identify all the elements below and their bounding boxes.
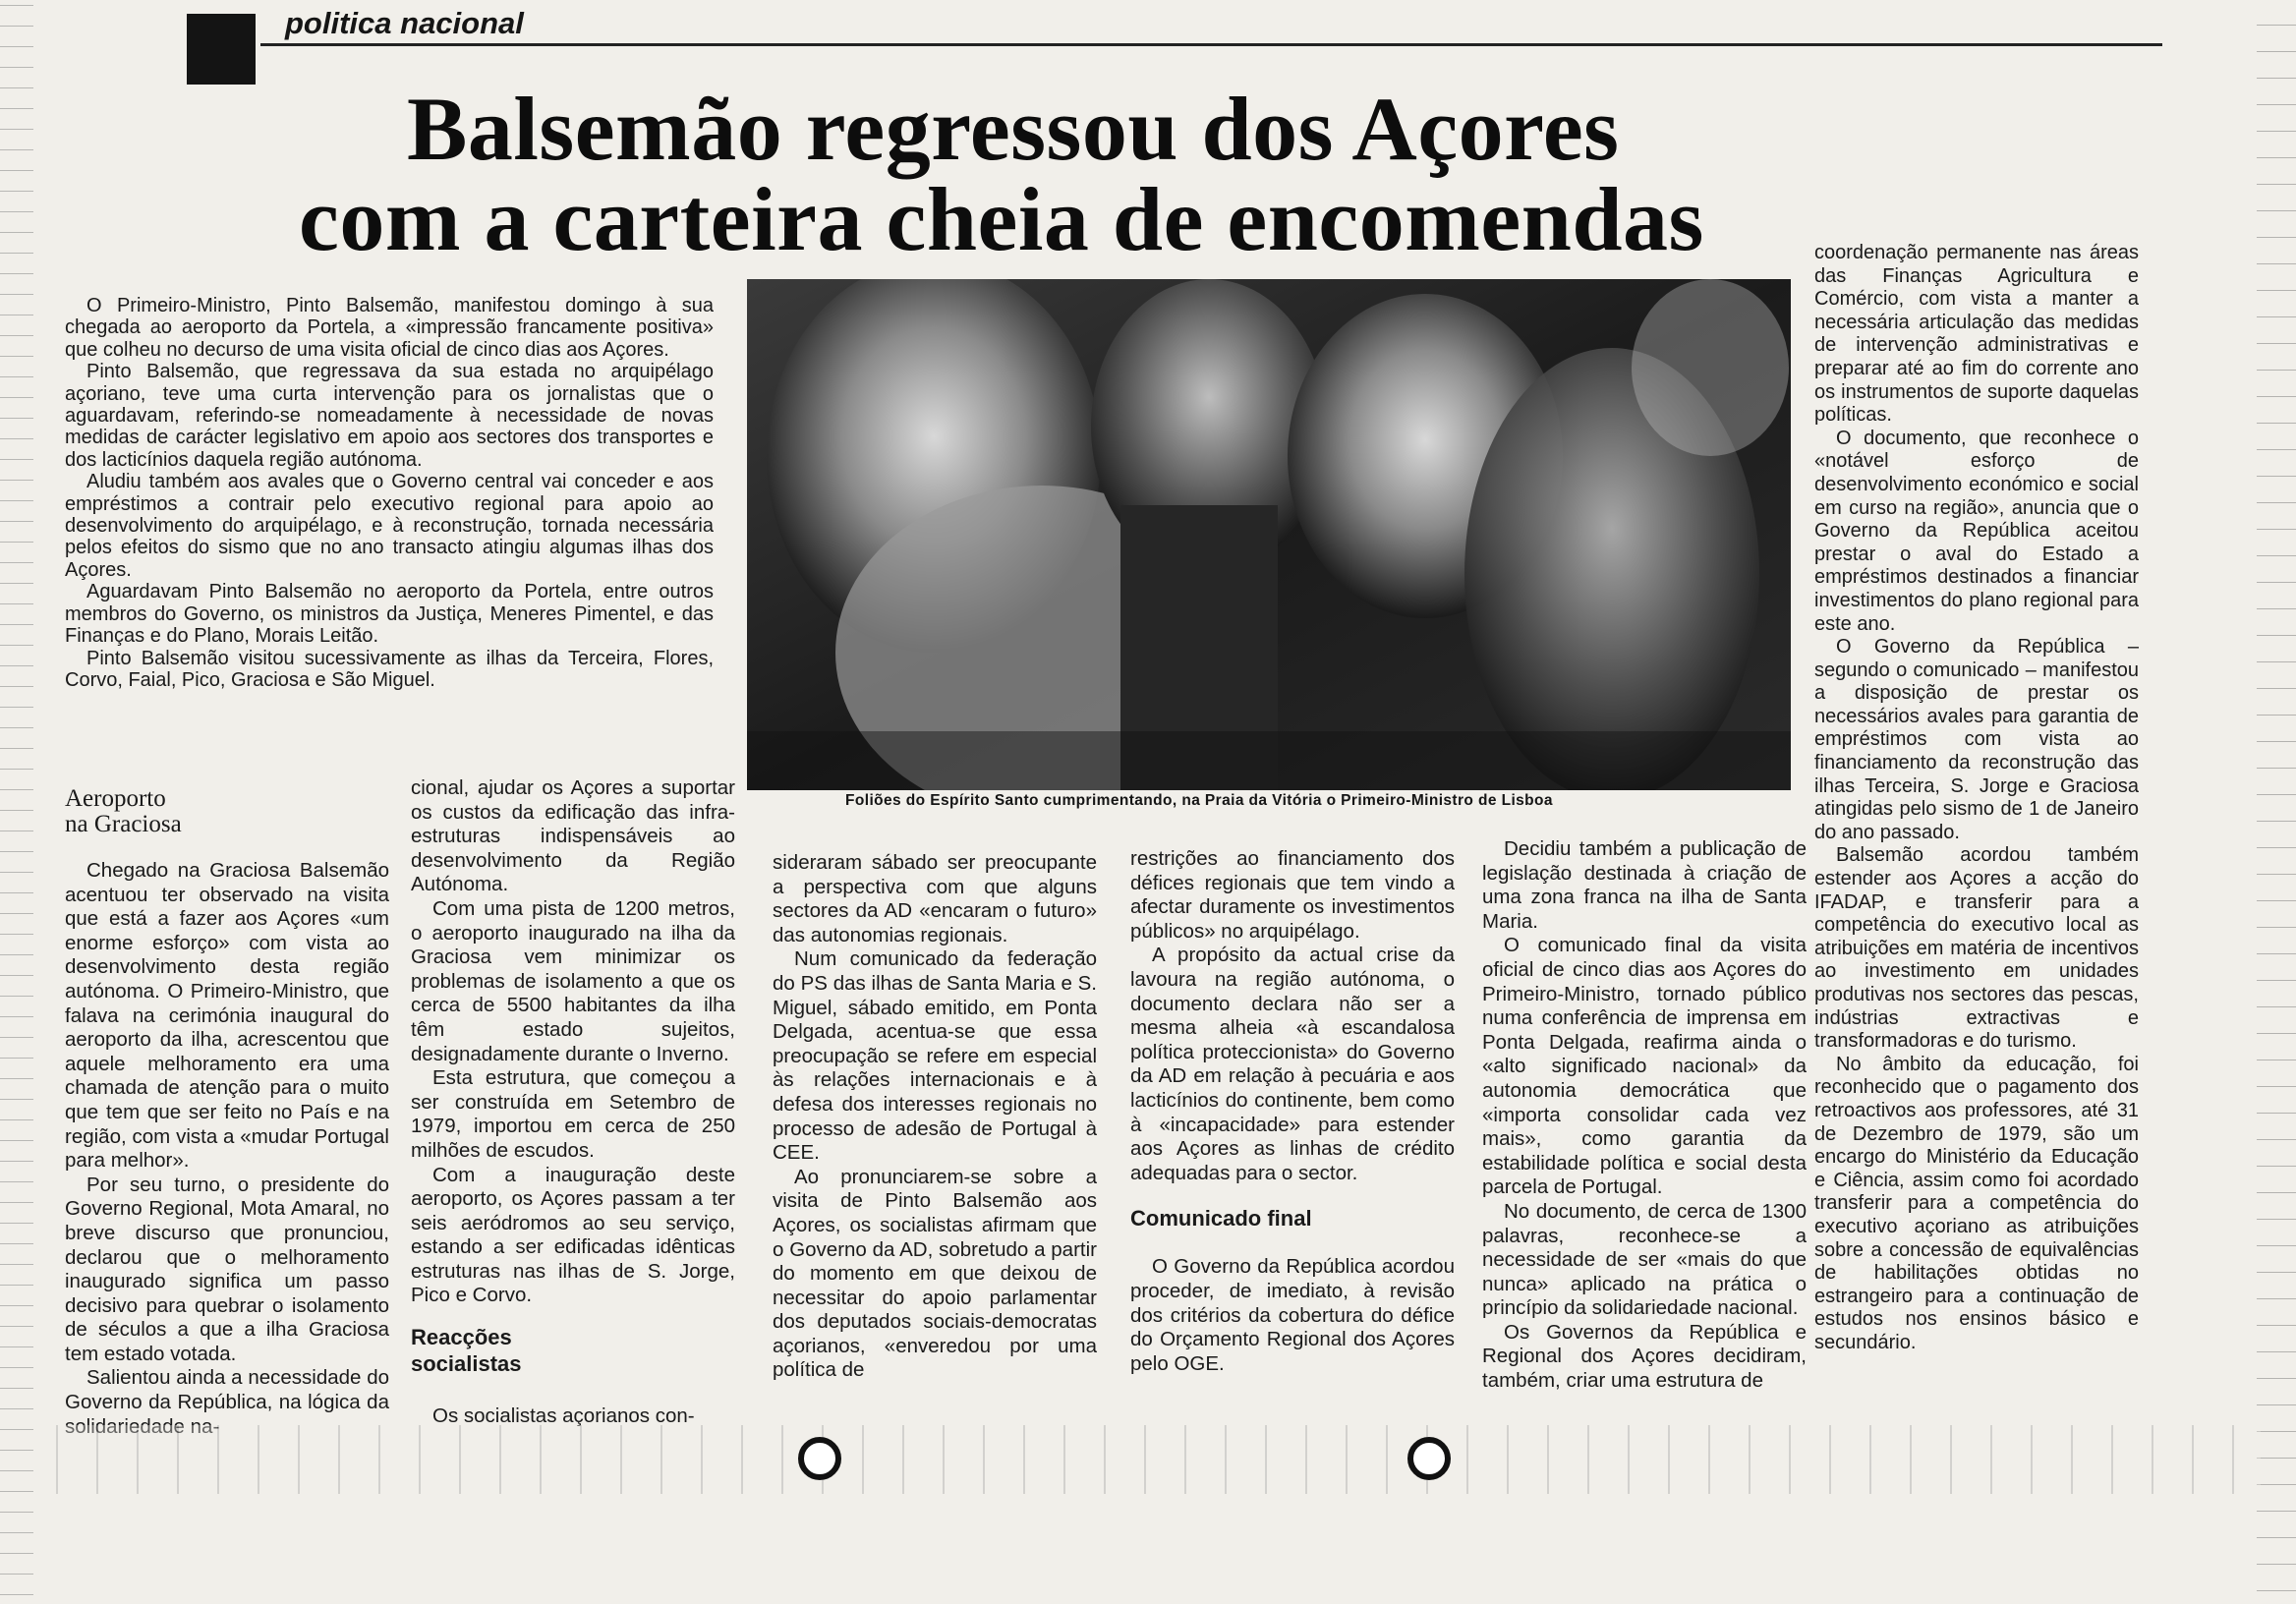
subhead-reaccoes: Reacções xyxy=(411,1325,512,1350)
punch-hole xyxy=(798,1437,841,1480)
left-margin-noise xyxy=(0,0,33,1604)
column-5 xyxy=(1482,837,1807,1394)
intro-paragraph: Pinto Balsemão visitou sucessivamente as ilhas da Terceira, Flores, Corvo, Faial, Pico, Graciosa e São Miguel. xyxy=(65,647,714,691)
column-paragraph: sideraram sábado ser preocupante a perspectiva com que alguns sectores da AD «encaram o futuro» das autonomias regionais. xyxy=(773,851,1097,946)
column-paragraph: Balsemão acordou também estender aos Açores a acção do IFADAP, e transferir para a competência do executivo local as atribuições em matéria de incentivos ao investimento em unidades produtivas nos sectores das pescas, indústrias extractivas e transformadoras e do turismo. xyxy=(1814,844,2139,1053)
section-rule xyxy=(260,43,2162,46)
section-label: politica nacional xyxy=(285,6,524,40)
column-paragraph: A propósito da actual crise da lavoura na região autónoma, o documento declara não ser a mesma alheia «à escandalosa política proteccionista» do Governo da AD em relação à pecuária e aos lacticínios do continente, bem como à «incapacidade» para estender aos Açores as linhas de crédito adequadas para o sector. xyxy=(1130,944,1455,1184)
bottom-scan-noise xyxy=(39,1425,2261,1494)
column-paragraph: Chegado na Graciosa Balsemão acentuou ter observado na visita que está a fazer aos Açores «um enorme esforço» com vista ao desenvolvimento desta região autónoma. O Primeiro-Ministro, que falava na cerimónia inaugural do aeroporto da ilha, acrescentou que aquele melhoramento era uma chamada de atenção para o muito que tem que ser feito no País e na região, com vista a «mudar Portugal para melhor». xyxy=(65,859,389,1173)
photo-image xyxy=(747,279,1791,790)
column-paragraph: O documento, que reconhece o «notável esforço de desenvolvimento económico e social em curso na região», anuncia que o Governo da República aceitou prestar o aval do Estado a empréstimos destinados a financiar investimentos do plano regional para este ano. xyxy=(1814,427,2139,635)
column-paragraph: Os socialistas açorianos con- xyxy=(432,1404,695,1428)
column-paragraph: restrições ao financiamento dos défices regionais que tem vindo a afectar duramente os investimentos públicos» no arquipélago. xyxy=(1130,847,1455,943)
right-margin-noise xyxy=(2257,0,2296,1604)
intro-paragraph: Aludiu também aos avales que o Governo central vai conceder e aos empréstimos a contrair pelo executivo regional para apoio ao desenvolvimento do arquipélago, e à reconstrução, tornada necessária pelos efeitos do sismo que no ano transacto atingiu algumas ilhas dos Açores. xyxy=(65,471,714,581)
column-paragraph: O Governo da República acordou proceder, de imediato, à revisão dos critérios da cobertura do défice do Orçamento Regional dos Açores pelo OGE. xyxy=(1130,1255,1455,1375)
column-paragraph: Num comunicado da federação do PS das ilhas de Santa Maria e S. Miguel, sábado emitido, em Ponta Delgada, acentua-se que essa preocupação se refere em especial às relações internacionais e à defesa dos interesses regionais no processo de adesão de Portugal à CEE. xyxy=(773,947,1097,1165)
news-photograph xyxy=(747,279,1791,790)
column-2 xyxy=(411,776,735,1429)
intro-paragraph: Aguardavam Pinto Balsemão no aeroporto da Portela, entre outros membros do Governo, os ministros da Justiça, Meneres Pimentel, e das Finanças e do Plano, Morais Leitão. xyxy=(65,581,714,648)
intro-text xyxy=(65,295,714,691)
column-3 xyxy=(773,851,1097,1383)
column-paragraph: No âmbito da educação, foi reconhecido que o pagamento dos retroactivos aos professores, até 31 de Dezembro de 1979, são um encargo do Ministério da Educação e Ciência, assim como foi acordado transferir para a competência do executivo açoriano as atribuições sobre a concessão de equivalências de habilitações obtidas no estrangeiro para a continuação de estudos nos ensinos básico e secundário. xyxy=(1814,1053,2139,1353)
column-paragraph: Com a inauguração deste aeroporto, os Açores passam a ter seis aeródromos ao seu serviço, estando a ser edificadas idênticas estruturas nas ilhas de S. Jorge, Pico e Corvo. xyxy=(411,1163,735,1307)
column-4 xyxy=(1130,847,1455,1376)
column-paragraph: Com uma pista de 1200 metros, o aeroporto inaugurado na ilha da Graciosa vem minimizar os problemas de isolamento a que os cerca de 5500 habitantes da ilha têm estado sujeitos, designadamente durante o Inverno. xyxy=(411,896,735,1065)
headline-line-1: Balsemão regressou dos Açores xyxy=(407,79,1620,179)
column-paragraph: coordenação permanente nas áreas das Finanças Agricultura e Comércio, com vista a manter a necessária articulação das medidas de intervenção administrativas e preparar até ao fim do corrente ano os instrumentos de suporte daquelas políticas. xyxy=(1814,242,2139,427)
intro-paragraph: O Primeiro-Ministro, Pinto Balsemão, manifestou domingo à sua chegada ao aeroporto da Portela, a «impressão francamente positiva» que colheu no decurso de uma visita oficial de cinco dias aos Açores. xyxy=(65,295,714,361)
subhead-socialistas: socialistas xyxy=(411,1351,522,1377)
column-6 xyxy=(1814,242,2139,1355)
column-paragraph: O Governo da República – segundo o comunicado – manifestou a disposição de prestar os necessários avales para garantia de empréstimos com vista ao financiamento da reconstrução das ilhas Terceira, S. Jorge e Graciosa atingidas pelo sismo de 1 de Janeiro do ano passado. xyxy=(1814,636,2139,843)
column-paragraph: O comunicado final da visita oficial de cinco dias aos Açores do Primeiro-Ministro, tornado público numa conferência de imprensa em Ponta Delgada, reafirma ainda o «alto significado nacional» da autonomia democrática que «importa consolidar cada vez mais», como garantia da estabilidade política e social desta parcela de Portugal. xyxy=(1482,934,1807,1199)
column-paragraph: cional, ajudar os Açores a suportar os custos da edificação das infra-estruturas indispensáveis ao desenvolvimento da Região Autónoma. xyxy=(411,776,735,896)
subhead-comunicado-final: Comunicado final xyxy=(1130,1206,1312,1232)
punch-hole xyxy=(1407,1437,1451,1480)
subhead-aeroporto: Aeroporto xyxy=(65,785,166,812)
column-paragraph: Por seu turno, o presidente do Governo Regional, Mota Amaral, no breve discurso que pronunciou, declarou que o melhoramento inaugurado significa um passo decisivo para quebrar o isolamento de séculos a que a ilha Graciosa tem estado votada. xyxy=(65,1173,389,1365)
photo-caption: Foliões do Espírito Santo cumprimentando, na Praia da Vitória o Primeiro-Ministro de Lisboa xyxy=(845,792,1553,809)
column-paragraph: Salientou ainda a necessidade do Governo da República, na lógica da solidariedade na- xyxy=(65,1366,389,1438)
intro-paragraph: Pinto Balsemão, que regressava da sua estada no arquipélago açoriano, teve uma curta intervenção para os jornalistas que o aguardavam, referindo-se nomeadamente à necessidade de novas medidas de carácter legislativo em apoio aos sectores dos transportes e dos lacticínios daquela região autónoma. xyxy=(65,361,714,471)
section-logo xyxy=(187,14,256,85)
headline-line-2: com a carteira cheia de encomendas xyxy=(299,169,1704,269)
column-paragraph: Decidiu também a publicação de legislação destinada à criação de uma zona franca na ilha de Santa Maria. xyxy=(1482,837,1807,933)
column-paragraph: Os Governos da República e Regional dos Açores decidiram, também, criar uma estrutura de xyxy=(1482,1320,1807,1393)
column-1 xyxy=(65,786,389,1439)
column-paragraph: Ao pronunciarem-se sobre a visita de Pinto Balsemão aos Açores, os socialistas afirmam que o Governo da AD, sobretudo a partir do momento em que deixou de necessitar do apoio parlamentar dos deputados sociais-democratas açorianos, «enveredou por uma política de xyxy=(773,1165,1097,1382)
subhead-graciosa: na Graciosa xyxy=(65,811,182,837)
column-paragraph: No documento, de cerca de 1300 palavras, reconhece-se a necessidade de ser «mais do que nunca» aplicado na prática o princípio da solidariedade nacional. xyxy=(1482,1199,1807,1320)
column-paragraph: Esta estrutura, que começou a ser construída em Setembro de 1979, importou em cerca de 250 milhões de escudos. xyxy=(411,1066,735,1162)
